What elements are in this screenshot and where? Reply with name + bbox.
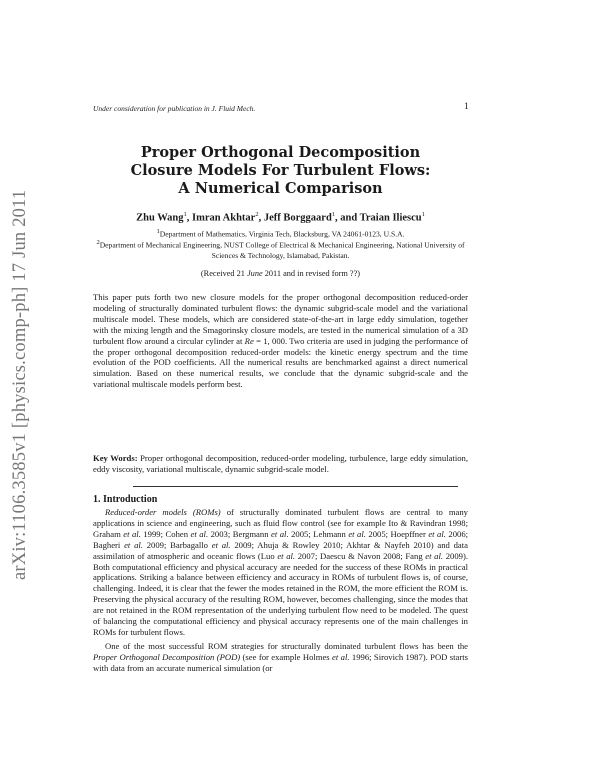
section-heading: 1. Introduction xyxy=(93,494,158,505)
text-run: 2003; Bergmann xyxy=(208,528,272,539)
author-name: Imran Akhtar xyxy=(192,212,256,224)
affiliation-text: Department of Mechanical Engineering, NUST College of Electrical & Mechanical Engineering, National University of Sciences & Technology, Islamabad, Pakistan. xyxy=(99,240,465,260)
paper-title xyxy=(93,144,468,198)
text-run: One of the most successful ROM strategies for structurally dominated turbulent flows has been the xyxy=(105,640,468,651)
emphasis: Reduced-order models (ROMs) xyxy=(105,507,221,517)
affiliation-mark: 1 xyxy=(183,211,187,218)
et-al: et al. xyxy=(425,550,444,561)
affiliation-mark: 1 xyxy=(156,228,160,235)
keywords xyxy=(93,453,468,475)
text-run: 2009; Ahuja & Rowley 2010; Akhtar & Nayfeh 2010) and data assimilation of atmospheric and oceanic flows (Luo xyxy=(93,539,468,561)
paragraph xyxy=(93,507,468,638)
received-suffix: 2011 and in revised form ??) xyxy=(262,269,361,278)
et-al: et al. xyxy=(428,528,446,539)
et-al: et al. xyxy=(124,539,143,550)
affiliation-text: Department of Mathematics, Virginia Tech, Blacksburg, VA 24061-0123, U.S.A. xyxy=(159,229,405,239)
et-al: et al. xyxy=(211,539,231,550)
title-line: Proper Orthogonal Decomposition xyxy=(140,144,421,161)
reynolds-symbol: Re xyxy=(244,335,254,346)
affiliation-mark: 1 xyxy=(331,211,336,218)
author-name: Traian Iliescu xyxy=(359,212,422,224)
author-list xyxy=(93,211,468,224)
separator-rule xyxy=(133,486,458,487)
text-run: 1996; Sirovich 1987). POD starts with data from an accurate numerical simulation (or xyxy=(93,651,468,673)
text-run: 2007; Daescu & Navon 2008; Fang xyxy=(295,550,426,561)
et-al: et al. xyxy=(123,528,141,539)
running-head: Under consideration for publication in J. Fluid Mech. xyxy=(93,104,256,113)
keywords-text: Proper orthogonal decomposition, reduced-order modeling, turbulence, large eddy simulation, eddy viscosity, variational multiscale, dynamic subgrid-scale model. xyxy=(93,453,468,474)
affiliation-mark: 2 xyxy=(96,239,100,246)
abstract-text: This paper puts forth two new closure models for the proper orthogonal decomposition reduced-order modeling of structurally dominated turbulent flows: the dynamic subgrid-scale model and the variational multiscale model. These models, which are considered state-of-the-art in large eddy simulation, together with the mixing length and the Smagorinsky closure models, are tested in the numerical simulation of a 3D turbulent flow around a circular cylinder at xyxy=(93,292,468,346)
text-run: 2005; Lehmann xyxy=(288,528,349,539)
author-name: Zhu Wang xyxy=(136,212,184,224)
title-line: A Numerical Comparison xyxy=(178,180,383,197)
received-date xyxy=(93,269,468,278)
text-run: 2006; Bagheri xyxy=(93,528,469,550)
author-name: Jeff Borggaard xyxy=(263,212,332,224)
abstract-text: = 1, 000. Two criteria are used in judging the performance of the proper orthogonal decomposition reduced-order models: the kinetic energy spectrum and the time evolution of the POD coefficients. All the numerical results are benchmarked against a direct numerical simulation. Based on these numerical results, we conclude that the dynamic subgrid-scale and the variational multiscale models perform best. xyxy=(93,335,468,390)
author-separator: , and xyxy=(335,212,360,224)
text-run: (see for example Holmes xyxy=(240,651,333,662)
text-run: of structurally dominated turbulent flows are central to many applications in science and engineering, such as fluid flow control (see for example Ito & Ravindran 1998; Graham xyxy=(93,507,468,539)
et-al: et al. xyxy=(348,528,366,539)
et-al: et al. xyxy=(190,528,209,539)
affiliation-mark: 2 xyxy=(255,211,259,218)
author-separator: , xyxy=(186,212,193,224)
author-separator: , xyxy=(258,212,264,224)
body-text xyxy=(93,507,468,674)
et-al: et al. xyxy=(277,550,296,561)
et-al: et al. xyxy=(271,528,289,539)
keywords-label: Key Words: xyxy=(93,453,138,463)
affiliation-mark: 1 xyxy=(421,211,425,218)
page-number: 1 xyxy=(464,102,469,112)
text-run: 1999; Cohen xyxy=(140,528,191,539)
emphasis: Proper Orthogonal Decomposition (POD) xyxy=(93,651,241,662)
paragraph xyxy=(93,641,468,674)
received-prefix: (Received 21 xyxy=(200,269,247,278)
affiliation-2 xyxy=(93,238,468,261)
text-run: 2009). Both computational efficiency and physical accuracy are needed for the success of these ROMs in practical applications. Striking a balance between efficiency and accuracy in ROMs of turbulent flows is, of course, challenging. Indeed, it is clear that the fewer the modes retained in the ROM, the more efficient the ROM is. Preserving the physical accuracy of the resulting ROM, however, becomes challenging, since the modes that are not retained in the ROM representation of the underlying turbulent flow need to be modeled. The quest of balancing the computational efficiency and physical accuracy represents one of the main challenges in ROMs for turbulent flows. xyxy=(93,550,468,637)
abstract xyxy=(93,292,468,390)
arxiv-stamp: arXiv:1106.3585v1 [physics.comp-ph] 17 Jun 2011 xyxy=(10,189,30,580)
title-line: Closure Models For Turbulent Flows: xyxy=(130,162,431,179)
text-run: 2009; Barbagallo xyxy=(142,539,212,550)
et-al: et al. xyxy=(332,651,350,662)
received-month: June xyxy=(247,269,263,278)
text-run: 2005; Hoepffner xyxy=(365,528,429,539)
